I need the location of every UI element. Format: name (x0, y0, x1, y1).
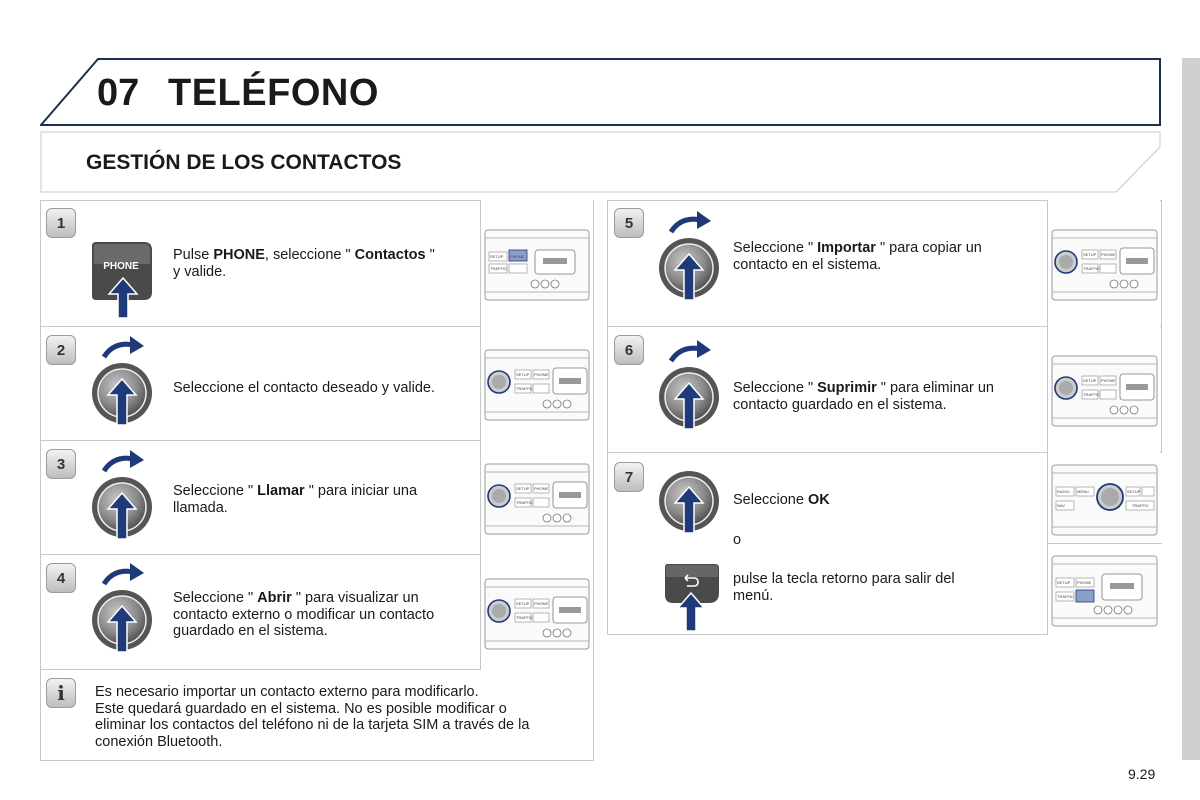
step-7-badge: 7 (614, 462, 644, 492)
rotary-knob-icon (657, 339, 723, 431)
step-5-text: Seleccione " Importar " para copiar un contacto en el sistema. (733, 240, 982, 273)
svg-text:PHONE: PHONE (1077, 580, 1092, 585)
step-5-radio-panel-thumbnail (1047, 200, 1160, 327)
phone-key-label: PHONE (103, 261, 139, 272)
svg-text:TRAFFIC: TRAFFIC (490, 266, 507, 271)
svg-text:TRAFFIC: TRAFFIC (1132, 503, 1149, 508)
step-7-text: Seleccione OK (733, 492, 830, 508)
page-edge-tab (1182, 58, 1200, 760)
step-6-badge: 6 (614, 335, 644, 365)
svg-text:SETUP: SETUP (490, 254, 504, 259)
step-3-radio-panel-thumbnail (480, 441, 593, 555)
svg-text:PHONE: PHONE (534, 486, 549, 491)
info-text: Es necesario importar un contacto externo para modificarlo. Este quedará guardado en el sistema. No es posible modificar o eliminar los contactos del teléfono ni de la tarjeta SIM a través de la conexión Bluetooth. (95, 684, 530, 750)
svg-text:PHONE: PHONE (510, 254, 525, 259)
step-5-badge: 5 (614, 208, 644, 238)
svg-text:TRAFFIC: TRAFFIC (516, 615, 533, 620)
step-7-back-radio-panel-thumbnail (1047, 544, 1162, 635)
step-4-text: Seleccione " Abrir " para visualizar un contacto externo o modificar un contacto guardado en el sistema. (173, 590, 435, 639)
svg-text:TRAFFIC: TRAFFIC (1083, 392, 1100, 397)
step-6-radio-panel-thumbnail (1047, 327, 1160, 453)
svg-text:MENU: MENU (1077, 489, 1089, 494)
svg-text:TRAFFIC: TRAFFIC (516, 500, 533, 505)
svg-text:TRAFFIC: TRAFFIC (1083, 266, 1100, 271)
rotary-knob-icon (657, 210, 723, 302)
page-number: 9.29 (1128, 766, 1156, 782)
svg-text:NAV: NAV (1057, 503, 1065, 508)
step-7-back-text: pulse la tecla retorno para salir del menú. (733, 571, 955, 604)
step-3-badge: 3 (46, 449, 76, 479)
step-3-text: Seleccione " Llamar " para iniciar una llamada. (173, 483, 418, 516)
back-key-icon (663, 563, 721, 633)
svg-text:SETUP: SETUP (516, 372, 530, 377)
step-1-radio-panel-thumbnail (480, 200, 593, 327)
section-title: GESTIÓN DE LOS CONTACTOS (86, 151, 402, 174)
step-2-radio-panel-thumbnail (480, 327, 593, 441)
chapter-number: 07 (97, 72, 140, 114)
step-7-or: o (733, 532, 742, 548)
svg-text:PHONE: PHONE (1101, 378, 1116, 383)
svg-text:PHONE: PHONE (534, 372, 549, 377)
svg-text:PHONE: PHONE (1101, 252, 1116, 257)
info-icon: i (46, 678, 76, 708)
svg-text:RADIO: RADIO (1057, 489, 1070, 494)
step-4-badge: 4 (46, 563, 76, 593)
step-7-radio-panel-thumbnail (1047, 453, 1162, 544)
rotary-knob-icon (90, 449, 156, 541)
step-4-radio-panel-thumbnail (480, 555, 593, 670)
svg-text:SETUP: SETUP (516, 486, 530, 491)
svg-text:SETUP: SETUP (1127, 489, 1141, 494)
step-6-text: Seleccione " Suprimir " para eliminar un contacto guardado en el sistema. (733, 380, 994, 413)
svg-text:PHONE: PHONE (534, 601, 549, 606)
step-1-badge: 1 (46, 208, 76, 238)
svg-text:TRAFFIC: TRAFFIC (516, 386, 533, 391)
rotary-knob-icon (90, 562, 156, 654)
step-2-text: Seleccione el contacto deseado y valide. (173, 380, 435, 396)
svg-text:TRAFFIC: TRAFFIC (1057, 594, 1074, 599)
svg-text:SETUP: SETUP (1057, 580, 1071, 585)
svg-text:SETUP: SETUP (1083, 378, 1097, 383)
step-2-badge: 2 (46, 335, 76, 365)
svg-text:SETUP: SETUP (1083, 252, 1097, 257)
phone-key-icon (90, 240, 156, 320)
rotary-knob-icon (657, 443, 723, 535)
step-1-text: Pulse PHONE, seleccione " Contactos " y valide. (173, 247, 435, 280)
chapter-title: TELÉFONO (168, 72, 379, 114)
svg-text:SETUP: SETUP (516, 601, 530, 606)
rotary-knob-icon (90, 335, 156, 427)
